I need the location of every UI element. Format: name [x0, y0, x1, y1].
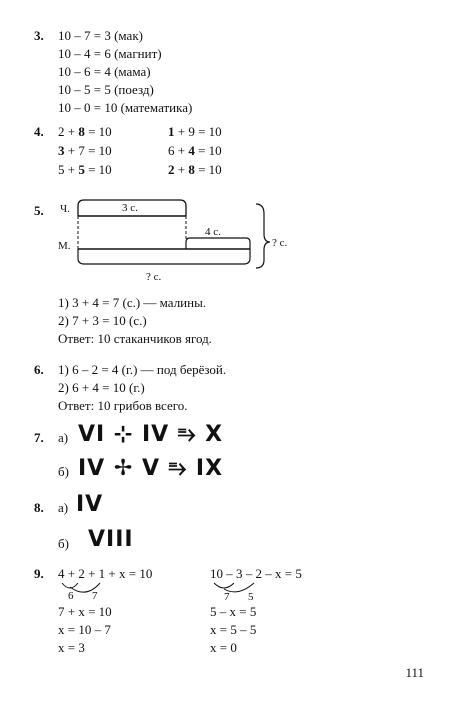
task-7-b-label: б)	[58, 464, 69, 479]
task-9-right-grouping-arcs	[210, 581, 300, 603]
operand-b: 4	[188, 143, 195, 158]
operand-a: 2	[58, 124, 65, 139]
task-8-a-label: а)	[58, 500, 69, 515]
task-4-right-equation	[168, 161, 222, 179]
task-7-number: 7.	[34, 430, 44, 445]
task-4-left-equation	[58, 142, 112, 160]
result: = 10	[194, 124, 222, 139]
task-9-right-step-3: x = 0	[210, 640, 237, 655]
result: = 10	[84, 124, 112, 139]
operand-b: 9	[188, 124, 195, 139]
operand-a: 5	[58, 162, 65, 177]
result: = 10	[84, 162, 112, 177]
task-4-number: 4.	[34, 124, 44, 139]
operand-b: 8	[78, 124, 85, 139]
task-3-line-1: 10 – 7 = 3 (мак)	[58, 28, 143, 43]
task-3-line-3: 10 – 6 = 4 (мама)	[58, 64, 151, 79]
label-3c: 3 с.	[122, 202, 138, 214]
extra-bracket	[186, 238, 250, 249]
brace-label: ? с.	[272, 237, 288, 249]
task-4-left-equation	[58, 123, 112, 141]
task-9-left-step-3: x = 3	[58, 640, 85, 655]
operator: +	[64, 162, 79, 177]
operator: +	[174, 162, 189, 177]
task-6-answer: Ответ: 10 грибов всего.	[58, 398, 188, 413]
task-9-left-expr: 4 + 2 + 1 + x = 10	[58, 566, 153, 581]
operator: +	[174, 124, 189, 139]
operand-b: 8	[188, 162, 195, 177]
task-9-left-step-2: x = 10 – 7	[58, 622, 111, 637]
task-3-line-4: 10 – 5 = 5 (поезд)	[58, 82, 154, 97]
page-number: 111	[405, 665, 424, 680]
label-4c: 4 с.	[205, 226, 221, 238]
bottom-bracket	[78, 249, 250, 264]
task-5-solution-1: 1) 3 + 4 = 7 (с.) — малины.	[58, 295, 207, 310]
task-7-a-label: а)	[58, 430, 69, 445]
task-9-left-grouping-arcs	[58, 581, 148, 603]
task-9-right-step-1: 5 – x = 5	[210, 604, 257, 619]
right-arc-1	[214, 583, 234, 588]
left-group-2: 7	[92, 590, 98, 602]
task-4-right-equation	[168, 142, 222, 160]
task-8-number: 8.	[34, 500, 44, 515]
right-group-1: 7	[224, 591, 230, 603]
operator: +	[174, 143, 189, 158]
result: = 10	[194, 162, 222, 177]
task-7-b-matchsticks: IV ✢ V ⥱ IX	[78, 456, 224, 481]
task-5-number: 5.	[34, 203, 44, 218]
operator: +	[64, 124, 79, 139]
result: = 10	[194, 143, 222, 158]
operand-a: 2	[168, 162, 175, 177]
task-6-line-1: 1) 6 – 2 = 4 (г.) — под берёзой.	[58, 362, 227, 377]
task-6-line-2: 2) 6 + 4 = 10 (г.)	[58, 380, 145, 395]
task-9-left-step-1: 7 + x = 10	[58, 604, 112, 619]
task-7-a-matchsticks: VI ⊹ IV ⥱ X	[78, 422, 224, 447]
task-6-number: 6.	[34, 362, 44, 377]
task-5-segment-diagram	[50, 194, 350, 284]
operand-a: 3	[58, 143, 65, 158]
task-8-b-matchsticks: VIII	[88, 527, 134, 552]
task-9-right-expr: 10 – 3 – 2 – x = 5	[210, 566, 302, 581]
task-4-left-equation	[58, 161, 112, 179]
diagram-label-m: М.	[58, 240, 71, 252]
bottom-label: ? с.	[146, 271, 162, 283]
task-3-line-5: 10 – 0 = 10 (математика)	[58, 100, 193, 115]
result: = 10	[84, 143, 112, 158]
operand-a: 1	[168, 124, 175, 139]
operator: +	[64, 143, 79, 158]
operand-b: 5	[78, 162, 85, 177]
task-4-right-equation	[168, 123, 222, 141]
operand-b: 7	[78, 143, 85, 158]
task-8-b-label: б)	[58, 536, 69, 551]
diagram-label-ch: Ч.	[60, 203, 70, 215]
task-8-a-matchsticks: IV	[76, 492, 104, 517]
task-5-answer: Ответ: 10 стаканчиков ягод.	[58, 331, 212, 346]
operand-a: 6	[168, 143, 175, 158]
right-group-2: 5	[248, 591, 254, 603]
left-group-1: 6	[68, 590, 74, 602]
task-9-right-step-2: x = 5 – 5	[210, 622, 257, 637]
right-brace	[256, 204, 270, 268]
task-3-line-2: 10 – 4 = 6 (магнит)	[58, 46, 162, 61]
task-5-solution-2: 2) 7 + 3 = 10 (с.)	[58, 313, 147, 328]
task-3-number: 3.	[34, 28, 44, 43]
task-9-number: 9.	[34, 566, 44, 581]
